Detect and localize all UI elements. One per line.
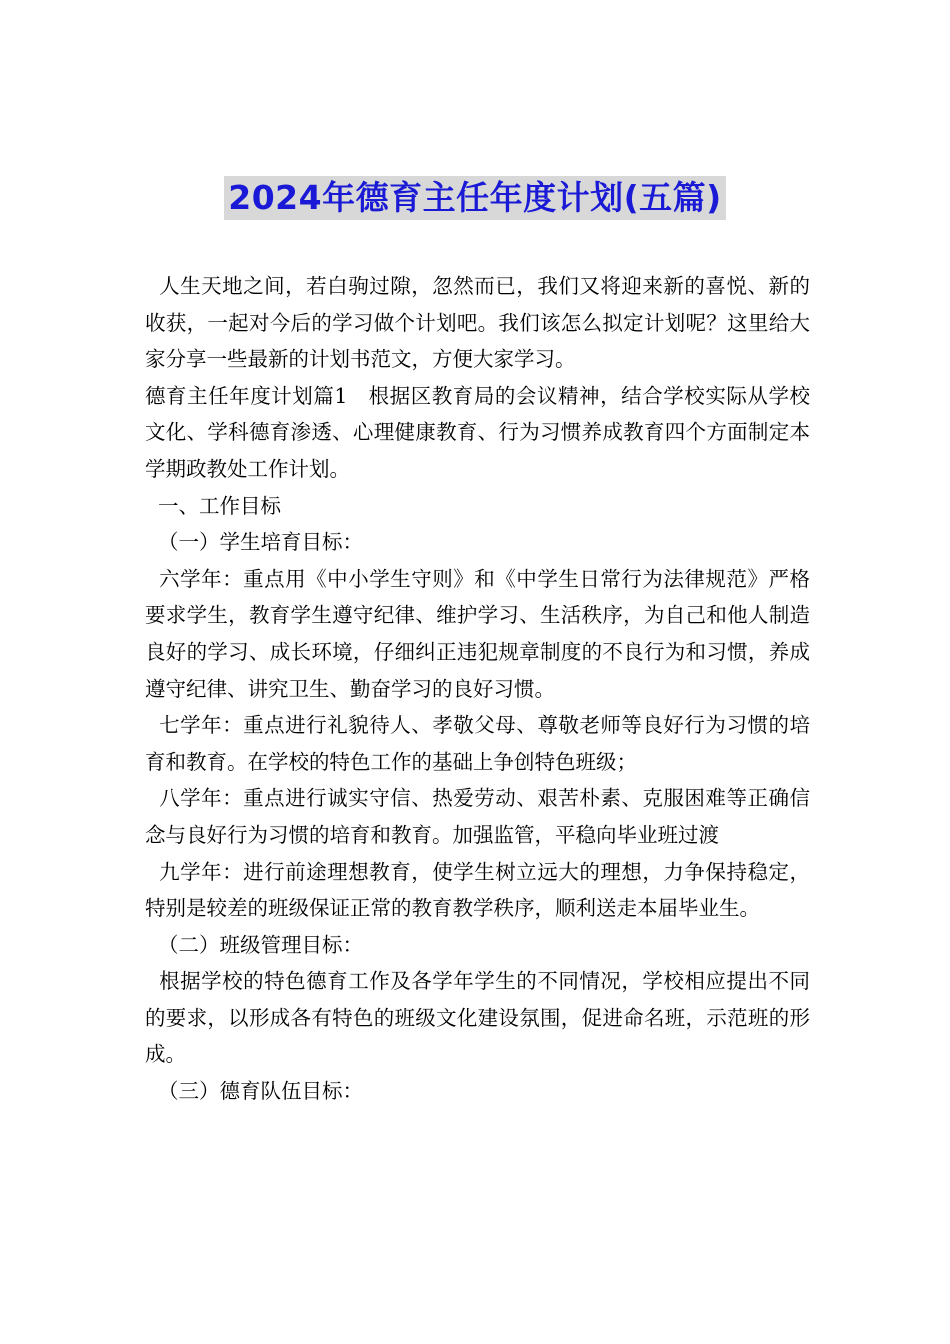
paragraph-grade-7: 七学年：重点进行礼貌待人、孝敬父母、尊敬老师等良好行为习惯的培育和教育。在学校的特色工作的基础上争创特色班级；	[145, 713, 810, 774]
title-container	[0, 176, 950, 220]
paragraph-grade-9: 九学年：进行前途理想教育，使学生树立远大的理想，力争保持稳定，特别是较差的班级保证正常的教育教学秩序，顺利送走本届毕业生。	[145, 859, 810, 921]
heading-student-goals: （一）学生培育目标：	[145, 530, 364, 555]
heading-class-management: （二）班级管理目标：	[145, 932, 364, 957]
paragraph-grade-8: 八学年：重点进行诚实守信、热爱劳动、艰苦朴素、克服困难等正确信念与良好行为习惯的培育和教育。加强监管，平稳向毕业班过渡	[145, 786, 810, 847]
paragraph-intro: 人生天地之间，若白驹过隙，忽然而已，我们又将迎来新的喜悦、新的收获，一起对今后的学习做个计划吧。我们该怎么拟定计划呢？这里给大家分享一些最新的计划书范文，方便大家学习。	[145, 274, 810, 372]
document-body	[145, 268, 810, 1110]
heading-moral-team: （三）德育队伍目标：	[145, 1079, 364, 1104]
paragraph-class-management: 根据学校的特色德育工作及各学年学生的不同情况，学校相应提出不同的要求，以形成各有特色的班级文化建设氛围，促进命名班，示范班的形成。	[145, 969, 810, 1067]
paragraph-plan-1: 德育主任年度计划篇1 根据区教育局的会议精神，结合学校实际从学校文化、学科德育渗透、心理健康教育、行为习惯养成教育四个方面制定本学期政教处工作计划。	[145, 383, 810, 481]
document-title: 2024年德育主任年度计划(五篇)	[224, 176, 726, 220]
paragraph-grade-6: 六学年：重点用《中小学生守则》和《中学生日常行为法律规范》严格要求学生，教育学生遵守纪律、维护学习、生活秩序，为自己和他人制造良好的学习、成长环境，仔细纠正违犯规章制度的不良行为和习惯，养成遵守纪律、讲究卫生、勤奋学习的良好习惯。	[145, 566, 810, 701]
heading-work-goals: 一、工作目标	[145, 493, 282, 518]
